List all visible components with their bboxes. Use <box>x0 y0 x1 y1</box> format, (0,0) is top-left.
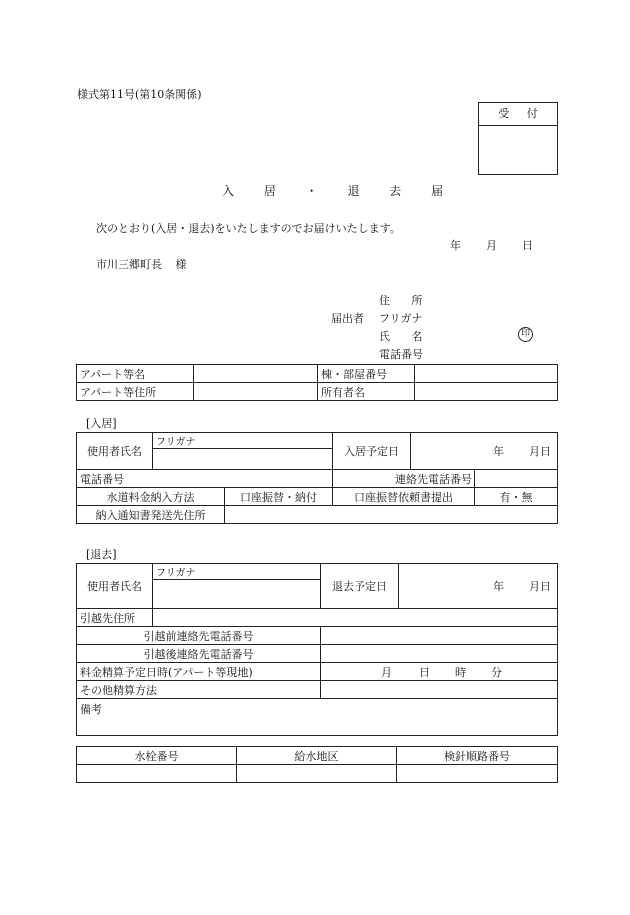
settle-day: 日 <box>419 665 430 679</box>
supply-area-label: 給水地区 <box>237 747 397 765</box>
receipt-box <box>478 102 558 175</box>
payment-method-label: 水道料金納入方法 <box>77 488 225 506</box>
prev-phone-field[interactable] <box>321 627 558 645</box>
move-in-contact-phone-label: 連絡先電話番号 <box>333 470 475 488</box>
bank-form-yes-no[interactable]: 有・無 <box>475 488 558 506</box>
notice-address-label: 納入通知書発送先住所 <box>77 506 225 524</box>
bank-form-label: 口座振替依頼書提出 <box>333 488 475 506</box>
applicant-furigana-label: フリガナ <box>379 312 423 325</box>
move-in-date-month: 月 <box>529 445 540 458</box>
settle-minute: 分 <box>491 665 502 679</box>
move-in-user-name-label: 使用者氏名 <box>77 433 153 470</box>
document-title: 入 居 ・ 退 去 届 <box>222 184 444 198</box>
bank-transfer-option[interactable]: 口座振替・納付 <box>225 488 333 506</box>
applicant-group-label: 届出者 <box>331 312 364 325</box>
date-year: 年 <box>450 239 461 252</box>
move-out-section-title: [退去] <box>86 548 117 561</box>
meter-table <box>76 746 558 783</box>
prev-phone-label: 引越前連絡先電話番号 <box>77 627 321 645</box>
route-number-label: 検針順路番号 <box>397 747 558 765</box>
move-in-date-day: 日 <box>540 445 551 458</box>
apartment-name-field[interactable] <box>194 365 318 383</box>
owner-name-label: 所有者名 <box>318 383 415 401</box>
apartment-name-label: アパート等名 <box>77 365 194 383</box>
move-out-user-name-field[interactable] <box>153 580 321 609</box>
move-in-furigana-label: フリガナ <box>153 433 333 449</box>
meter-number-field[interactable] <box>77 765 237 783</box>
addressee: 市川三郷町長 様 <box>96 258 187 271</box>
settle-hour: 時 <box>455 665 466 679</box>
new-address-label: 引越先住所 <box>77 609 153 627</box>
applicant-address-label: 住 所 <box>379 294 423 307</box>
settle-datetime-label: 料金精算予定日時(アパート等現地) <box>77 663 321 681</box>
settle-datetime-field[interactable] <box>321 663 558 681</box>
date-line <box>450 237 533 253</box>
remarks-label: 備考 <box>80 703 102 716</box>
remarks-field[interactable] <box>77 699 558 736</box>
move-in-table <box>76 432 558 524</box>
move-out-date-day: 日 <box>540 580 551 593</box>
receipt-label: 受 付 <box>479 103 557 126</box>
move-out-date-year: 年 <box>493 580 504 593</box>
settle-month: 月 <box>381 665 392 679</box>
room-number-label: 棟・部屋番号 <box>318 365 415 383</box>
move-in-section-title: [入居] <box>86 417 117 430</box>
seal-icon: 印 <box>518 327 533 342</box>
move-out-table <box>76 563 558 736</box>
after-phone-label: 引越後連絡先電話番号 <box>77 645 321 663</box>
date-month: 月 <box>486 239 497 252</box>
move-out-date-field[interactable] <box>399 564 558 609</box>
room-number-field[interactable] <box>415 365 558 383</box>
owner-name-field[interactable] <box>415 383 558 401</box>
move-out-user-name-label: 使用者氏名 <box>77 564 153 609</box>
apartment-address-field[interactable] <box>194 383 318 401</box>
new-address-field[interactable] <box>153 609 558 627</box>
other-method-field[interactable] <box>321 681 558 699</box>
move-in-user-name-field[interactable] <box>153 449 333 470</box>
form-id: 様式第11号(第10条関係) <box>77 88 202 101</box>
move-in-date-label: 入居予定日 <box>333 433 411 470</box>
move-in-phone-label: 電話番号 <box>77 470 333 488</box>
move-out-date-month: 月 <box>529 580 540 593</box>
move-out-furigana-label: フリガナ <box>153 564 321 580</box>
route-number-field[interactable] <box>397 765 558 783</box>
notice-address-field[interactable] <box>225 506 558 524</box>
move-in-contact-phone-field[interactable] <box>475 470 558 488</box>
move-out-date-label: 退去予定日 <box>321 564 399 609</box>
apartment-table <box>76 364 558 401</box>
meter-number-label: 水栓番号 <box>77 747 237 765</box>
apartment-address-label: アパート等住所 <box>77 383 194 401</box>
move-in-date-year: 年 <box>493 445 504 458</box>
date-day: 日 <box>522 239 533 252</box>
intro-text: 次のとおり(入居・退去)をいたしますのでお届けいたします。 <box>96 222 401 235</box>
other-method-label: その他精算方法 <box>77 681 321 699</box>
after-phone-field[interactable] <box>321 645 558 663</box>
applicant-name-label: 氏 名 <box>379 330 423 343</box>
supply-area-field[interactable] <box>237 765 397 783</box>
applicant-phone-label: 電話番号 <box>379 348 423 361</box>
move-in-date-field[interactable] <box>411 433 558 470</box>
